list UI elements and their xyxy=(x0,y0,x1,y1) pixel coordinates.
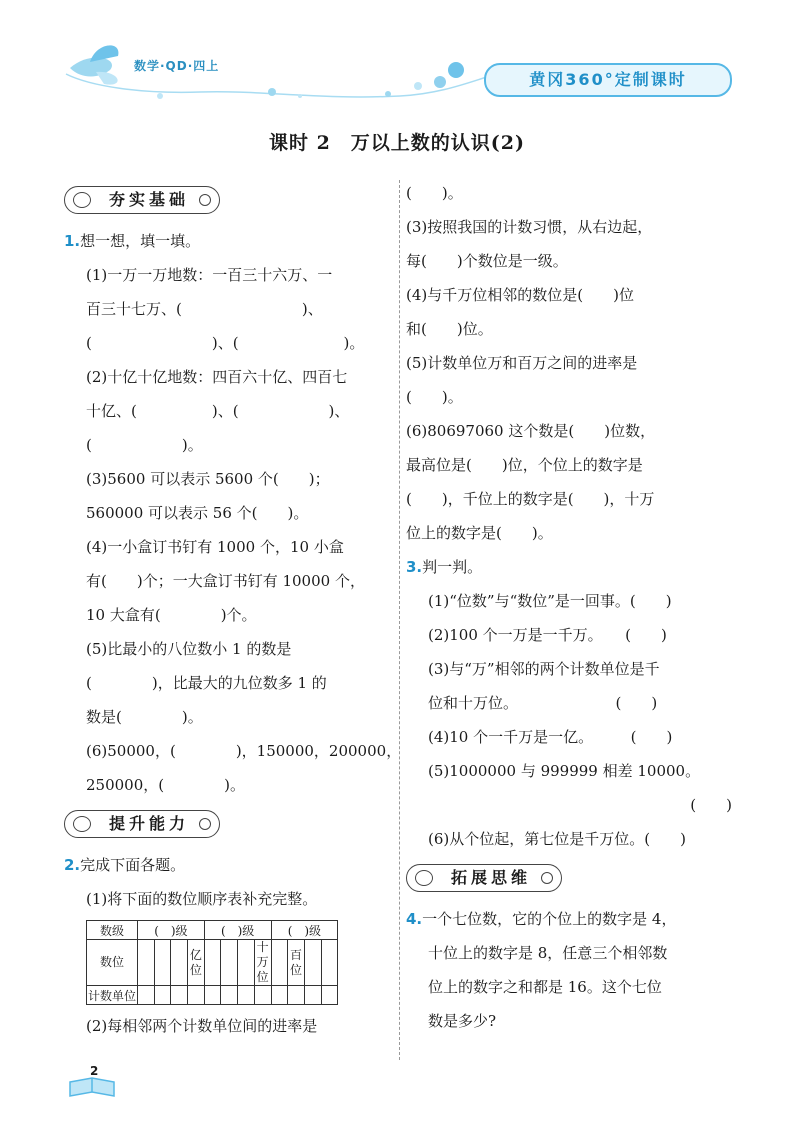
q3-line: (4)10 个一千万是一亿。 ( ) xyxy=(428,728,673,746)
table-cell: ( )级 xyxy=(204,921,271,940)
table-row xyxy=(87,986,338,1005)
q1-line: 560000 可以表示 56 个( )。 xyxy=(86,504,309,522)
q1-line: 有( )个；一大盒订书钉有 10000 个， xyxy=(86,572,365,590)
q1-line: 10 大盒有( )个。 xyxy=(86,606,257,624)
q1-line: 250000，( )。 xyxy=(86,776,245,794)
table-cell xyxy=(188,986,205,1005)
question-1-stem xyxy=(64,224,394,258)
q1-line: (5)比最小的八位数小 1 的数是 xyxy=(86,640,292,658)
q2-line: ( )。 xyxy=(406,184,463,202)
question-number: 1. xyxy=(64,232,81,250)
q2-line: (4)与千万位相邻的数位是( )位 xyxy=(406,286,634,304)
brand-badge: 黄冈360°定制课时 xyxy=(484,63,732,97)
q2-line: (1)将下面的数位顺序表补充完整。 xyxy=(86,890,318,908)
page-header xyxy=(0,0,794,110)
ornament-icon xyxy=(541,872,553,884)
table-cell xyxy=(321,940,338,986)
q2-line: ( )。 xyxy=(406,388,463,406)
table-cell xyxy=(154,940,171,986)
table-cell xyxy=(254,986,271,1005)
q1-line: 数是( )。 xyxy=(86,708,203,726)
question-4-line xyxy=(406,902,732,936)
subject-label: 数学·QD·四上 xyxy=(134,59,220,73)
table-cell xyxy=(238,986,255,1005)
question-text: 判一判。 xyxy=(422,558,483,576)
table-cell xyxy=(304,940,321,986)
table-cell xyxy=(271,940,288,986)
q4-line: 数是多少? xyxy=(428,1012,497,1030)
table-cell xyxy=(171,940,188,986)
left-column xyxy=(64,186,402,1043)
table-cell xyxy=(288,986,305,1005)
table-cell xyxy=(154,986,171,1005)
q1-line: (4)一小盒订书钉有 1000 个，10 小盒 xyxy=(86,538,344,556)
table-cell: 亿 位 xyxy=(188,940,205,986)
q2-line: (3)按照我国的计数习惯，从右边起， xyxy=(406,218,653,236)
q1-line: (2)十亿十亿地数：四百六十亿、四百七 xyxy=(86,368,348,386)
table-cell xyxy=(204,940,221,986)
q2-line: 和( )位。 xyxy=(406,320,493,338)
table-cell xyxy=(138,986,155,1005)
section-title: 夯实基础 xyxy=(109,190,190,209)
q1-line: 十亿、( )、( )、 xyxy=(86,402,350,420)
table-cell xyxy=(221,986,238,1005)
ornament-icon xyxy=(73,192,91,208)
section-header-basics xyxy=(64,186,220,214)
q1-line: (1)一万一万地数：一百三十六万、一 xyxy=(86,266,333,284)
table-cell: ( )级 xyxy=(271,921,338,940)
ornament-icon xyxy=(73,816,91,832)
book-icon xyxy=(68,1076,118,1100)
q3-line: ( ) xyxy=(690,796,732,814)
table-cell xyxy=(321,986,338,1005)
q4-line: 位上的数字之和都是 16。这个七位 xyxy=(428,978,662,996)
table-row xyxy=(87,940,338,986)
question-3-stem xyxy=(406,550,732,584)
q1-line: ( )。 xyxy=(86,436,203,454)
q3-line: (6)从个位起，第七位是千万位。( ) xyxy=(428,830,686,848)
q1-line: (6)50000，( )，150000，200000， xyxy=(86,742,402,760)
q3-line: (1)“位数”与“数位”是一回事。( ) xyxy=(428,592,672,610)
ornament-icon xyxy=(199,194,211,206)
table-cell: 数级 xyxy=(87,921,138,940)
question-text: 一个七位数，它的个位上的数字是 4， xyxy=(422,910,677,928)
question-number: 3. xyxy=(406,558,423,576)
column-divider xyxy=(399,180,400,1060)
q4-line: 十位上的数字是 8，任意三个相邻数 xyxy=(428,944,668,962)
q1-line: ( )、( )。 xyxy=(86,334,365,352)
section-title: 拓展思维 xyxy=(451,868,532,887)
table-cell: 数位 xyxy=(87,940,138,986)
q1-line: ( )，比最大的九位数多 1 的 xyxy=(86,674,327,692)
q1-line: (3)5600 可以表示 5600 个( )； xyxy=(86,470,330,488)
q1-line: 百三十七万、( )、 xyxy=(86,300,323,318)
question-2-stem xyxy=(64,848,394,882)
q3-line: (5)1000000 与 999999 相差 10000。 xyxy=(428,762,701,780)
table-cell xyxy=(304,986,321,1005)
table-cell xyxy=(221,940,238,986)
q2-line: ( )，千位上的数字是( )，十万 xyxy=(406,490,655,508)
table-cell: 计数单位 xyxy=(87,986,138,1005)
table-cell: ( )级 xyxy=(138,921,205,940)
q2-line: (2)每相邻两个计数单位间的进率是 xyxy=(86,1017,318,1035)
table-cell xyxy=(271,986,288,1005)
q2-line: (5)计数单位万和百万之间的进率是 xyxy=(406,354,638,372)
table-cell xyxy=(171,986,188,1005)
question-number: 2. xyxy=(64,856,81,874)
table-cell xyxy=(138,940,155,986)
table-cell: 十 万 位 xyxy=(254,940,271,986)
question-number: 4. xyxy=(406,910,423,928)
q2-line: 每( )个数位是一级。 xyxy=(406,252,568,270)
ornament-icon xyxy=(199,818,211,830)
ornament-icon xyxy=(415,870,433,886)
place-value-table xyxy=(86,920,338,1005)
page-title: 课时 2 万以上数的认识(2) xyxy=(268,132,526,154)
question-text: 想一想，填一填。 xyxy=(80,232,201,250)
table-row xyxy=(87,921,338,940)
q3-line: (2)100 个一万是一千万。 ( ) xyxy=(428,626,667,644)
table-cell xyxy=(204,986,221,1005)
section-title: 提升能力 xyxy=(109,814,190,833)
q2-line: 位上的数字是( )。 xyxy=(406,524,553,542)
section-header-ability xyxy=(64,810,220,838)
page-number: 2 xyxy=(90,1064,99,1078)
q3-line: (3)与“万”相邻的两个计数单位是千 xyxy=(428,660,660,678)
q2-line: 最高位是( )位，个位上的数字是 xyxy=(406,456,643,474)
q2-line: (6)80697060 这个数是( )位数， xyxy=(406,422,656,440)
q3-line: 位和十万位。 ( ) xyxy=(428,694,658,712)
right-column xyxy=(406,176,732,1038)
table-cell xyxy=(238,940,255,986)
section-header-thinking xyxy=(406,864,562,892)
question-text: 完成下面各题。 xyxy=(80,856,186,874)
table-cell: 百 位 xyxy=(288,940,305,986)
